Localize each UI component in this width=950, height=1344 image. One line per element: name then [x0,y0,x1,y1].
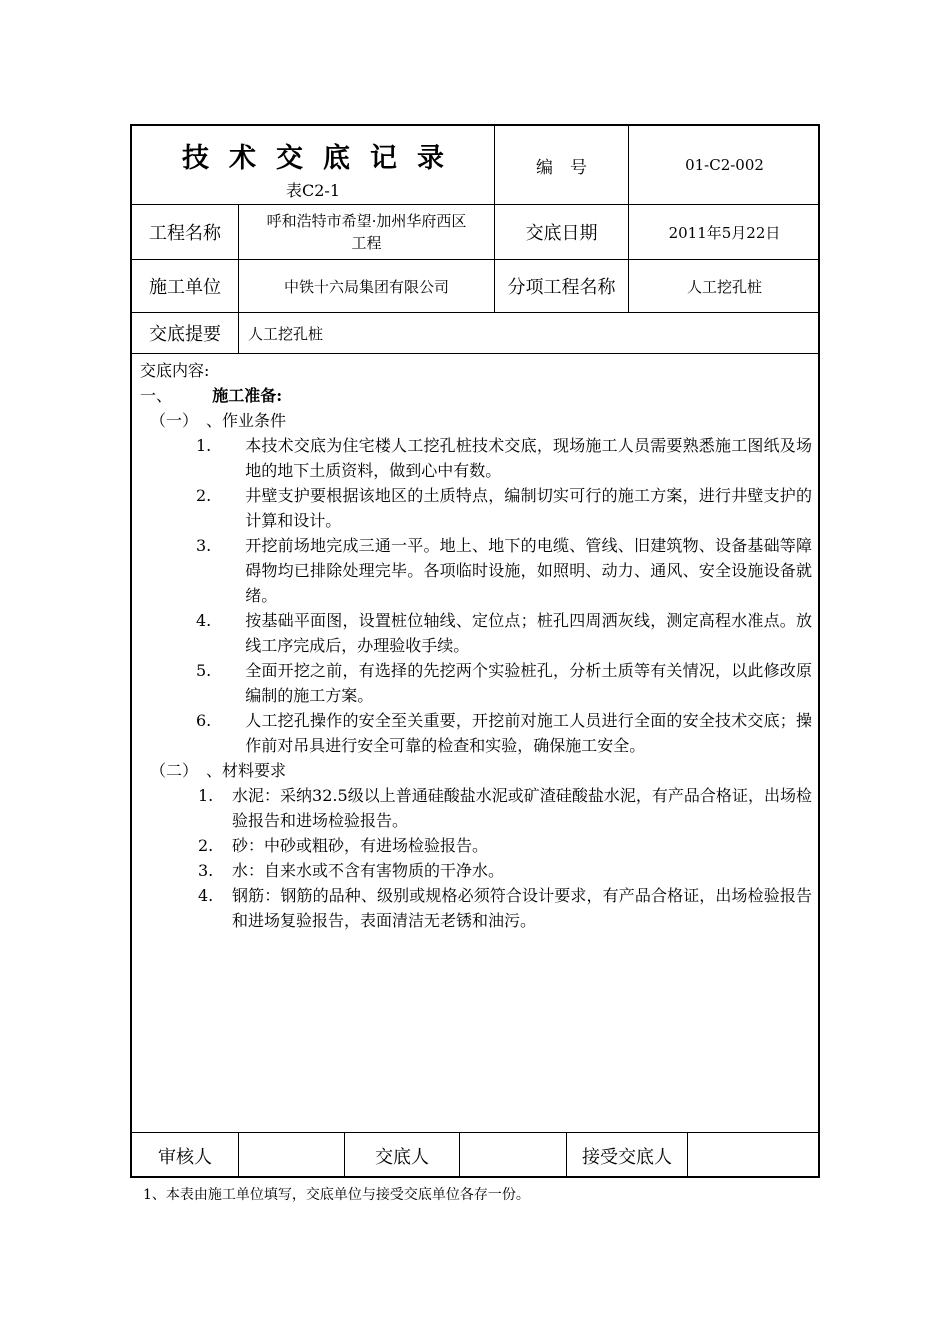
reviewer-label: 审核人 [158,1146,212,1168]
subproject-label: 分项工程名称 [507,277,616,298]
subproject-value: 人工挖孔桩 [686,277,762,296]
subsection-material-requirements: （二） 、材料要求 [150,761,287,780]
item-text: 开挖前场地完成三通一平。地上、地下的电缆、管线、旧建筑物、设备基础等障碍物均已排除处理完毕。各项临时设施，如照明、动力、通风、安全设施设备就绪。 [245,536,812,605]
footnote: 1、本表由施工单位填写，交底单位与接受交底单位各存一份。 [143,1187,530,1203]
date-value: 2011年5月22日 [668,223,781,242]
summary-label: 交底提要 [149,324,221,345]
list-item [196,608,812,658]
item-text: 水泥：采纳32.5级以上普通硅酸盐水泥或矿渣硅酸盐水泥，有产品合格证，出场检验报告和进场检验报告。 [232,786,812,830]
receiver-signature-field[interactable] [688,1133,820,1178]
date-label: 交底日期 [525,223,598,244]
item-number: 3. [198,861,214,880]
item-number: 4. [198,886,214,905]
row-divider [132,353,818,354]
item-text: 全面开挖之前，有选择的先挖两个实验桩孔，分析土质等有关情况，以此修改原编制的施工方案。 [245,661,812,705]
item-text: 井壁支护要根据该地区的土质特点，编制切实可行的施工方案，进行井壁支护的计算和设计。 [245,486,812,530]
list-item [198,883,812,933]
project-name-line2: 工程 [351,234,382,252]
list-item [196,533,812,608]
summary-value: 人工挖孔桩 [248,324,324,343]
item-text: 按基础平面图，设置桩位轴线、定位点；桩孔四周洒灰线，测定高程水准点。放线工序完成后，办理验收手续。 [245,611,812,655]
project-name-label: 工程名称 [149,223,221,244]
list-item [198,833,812,858]
receiver-label: 接受交底人 [582,1146,672,1168]
reviewer-signature-field[interactable] [239,1133,344,1178]
section-title: 施工准备: [212,386,283,405]
list-item [198,783,812,833]
item-number: 5. [196,661,212,680]
serial-value: 01-C2-002 [685,156,764,174]
item-text: 水：自来水或不含有害物质的干净水。 [232,861,505,880]
discloser-signature-field[interactable] [460,1133,566,1178]
disclosure-content [140,358,812,933]
section-number: 一、 [140,386,173,405]
item-number: 4. [196,611,212,630]
item-number: 1. [198,786,214,805]
item-number: 2. [198,836,214,855]
item-text: 人工挖孔操作的安全至关重要，开挖前对施工人员进行全面的安全技术交底；操作前对吊具进行安全可靠的检查和实验，确保施工安全。 [245,711,812,755]
list-item [196,708,812,758]
project-name-line1: 呼和浩特市希望·加州华府西区 [266,212,467,230]
item-text: 砂：中砂或粗砂，有进场检验报告。 [232,836,489,855]
item-number: 2. [196,486,212,505]
list-item [196,483,812,533]
item-text: 钢筋：钢筋的品种、级别或规格必须符合设计要求，有产品合格证，出场检验报告和进场复验报告，表面清洁无老锈和油污。 [232,886,812,930]
list-item [196,658,812,708]
discloser-label: 交底人 [375,1146,429,1168]
list-item [196,433,812,483]
list-item [198,858,812,883]
construction-unit-label: 施工单位 [149,277,221,298]
content-heading: 交底内容: [140,361,210,380]
form-number: 表C2-1 [285,181,340,200]
item-text: 本技术交底为住宅楼人工挖孔桩技术交底，现场施工人员需要熟悉施工图纸及场地的地下土质资料，做到心中有数。 [245,436,812,480]
form-title: 技术交底记录 [182,143,464,174]
project-name-value [239,205,494,259]
subsection-work-conditions: （一） 、作业条件 [150,411,287,430]
section-heading [140,383,812,408]
item-number: 6. [196,711,212,730]
material-requirements-list [140,783,812,933]
item-number: 3. [196,536,212,555]
serial-label: 编 号 [536,157,587,178]
work-conditions-list [140,433,812,758]
construction-unit-value: 中铁十六局集团有限公司 [283,277,449,296]
item-number: 1. [196,436,212,455]
disclosure-form [130,124,820,1178]
